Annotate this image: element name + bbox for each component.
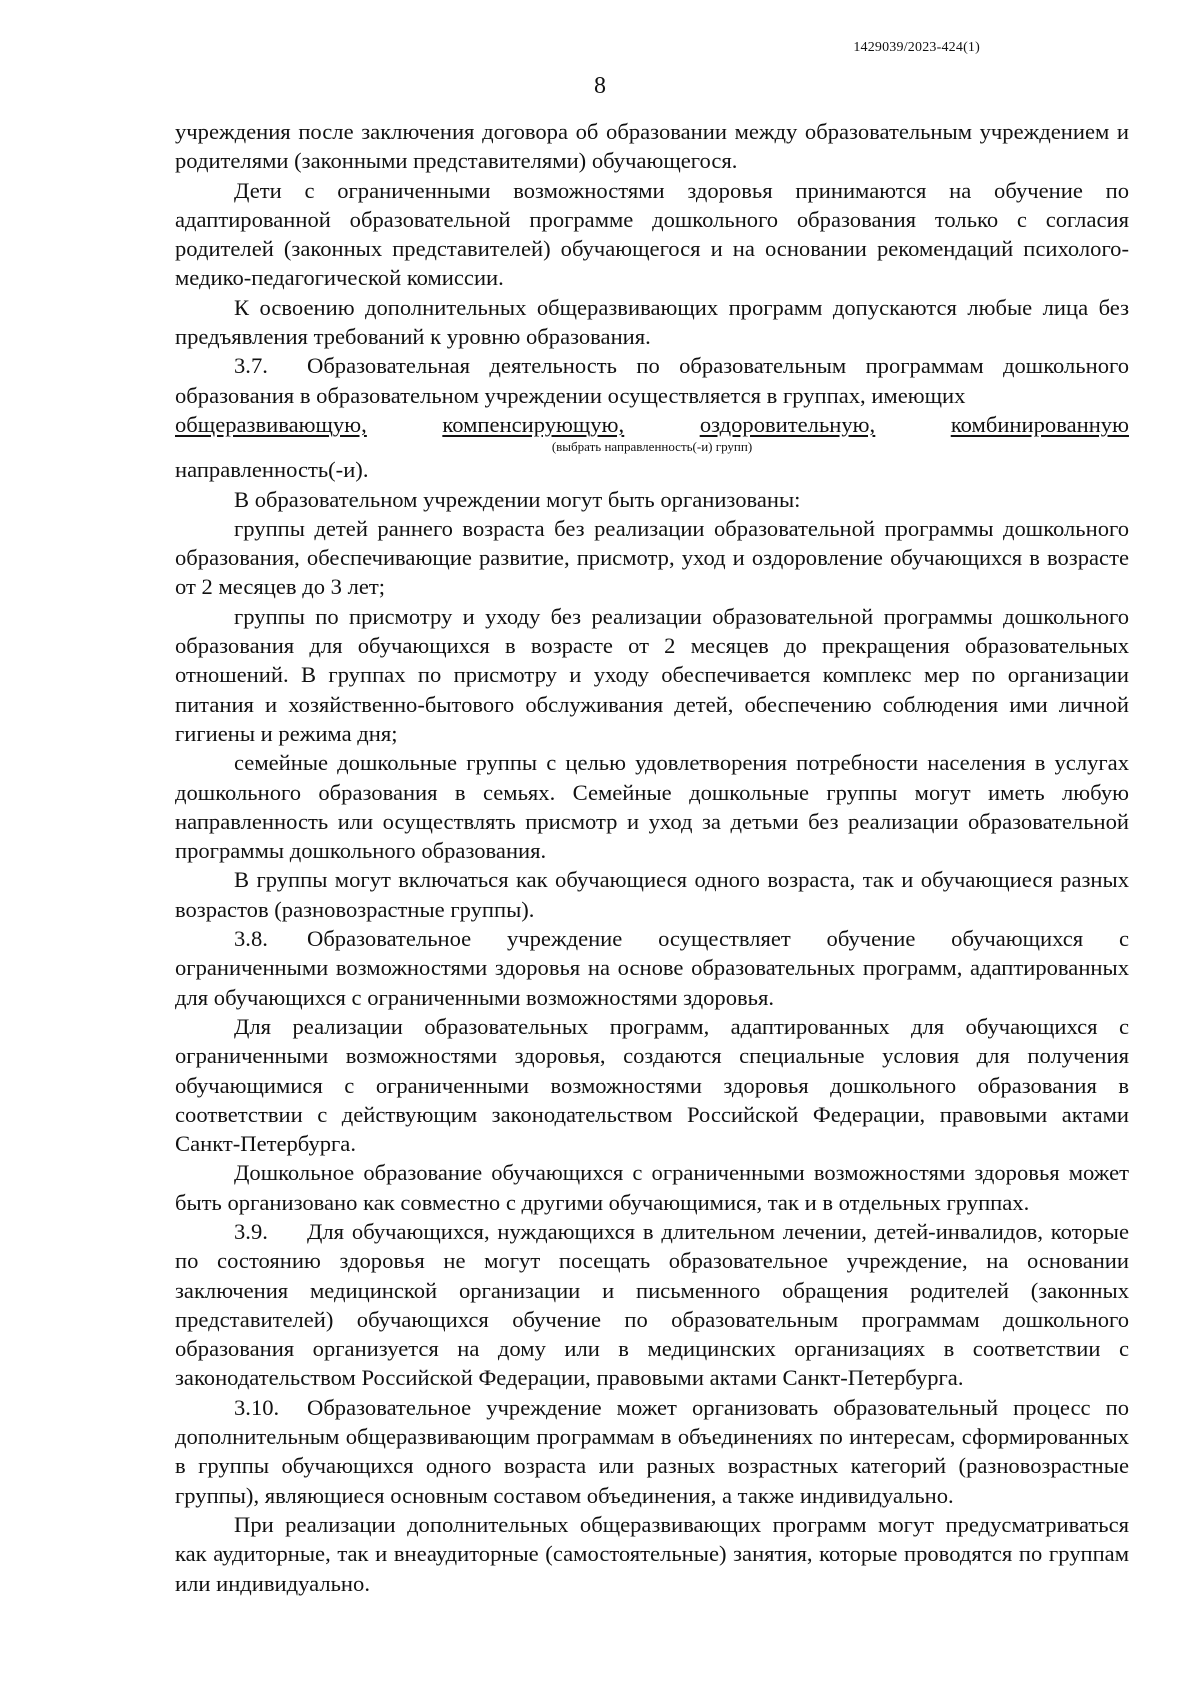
paragraph: К освоению дополнительных общеразвивающих программ допускаются любые лица без предъявления требований к уровню образования. <box>175 294 1129 350</box>
paragraph: Для реализации образовательных программ, адаптированных для обучающихся с ограниченными возможностями здоровья, создаются специальные условия для получения обучающимися с ограниченными возможностями здоровья дошкольного образования в соответствии с действующим законодательством Российской Федерации, правовыми актами Санкт-Петербурга. <box>175 1013 1129 1157</box>
section-number: 3.9. <box>234 1218 268 1244</box>
option-general: общеразвивающую, <box>175 411 367 437</box>
section-3-7 <box>175 351 1129 410</box>
paragraph: группы по присмотру и уходу без реализации образовательной программы дошкольного образования для обучающихся в возрасте от 2 месяцев до прекращения образовательных отношений. В группах по присмотру и уходу обеспечивается комплекс мер по организации питания и хозяйственно-бытового обслуживания детей, обеспечению соблюдения ими личной гигиены и режима дня; <box>175 603 1129 746</box>
document-body <box>175 117 1129 1598</box>
page-number: 8 <box>594 73 606 99</box>
paragraph: группы детей раннего возраста без реализации образовательной программы дошкольного образования, обеспечивающие развитие, присмотр, уход и оздоровление обучающихся в возрасте от 2 месяцев до 3 лет; <box>175 515 1129 600</box>
section-number: 3.7. <box>234 353 268 379</box>
section-text: Образовательное учреждение осуществляет обучение обучающихся с ограниченными возможностями здоровья на основе образовательных программ, адаптированных для обучающихся с ограниченными возможностями здоровья. <box>175 926 1129 1010</box>
section-number: 3.8. <box>234 926 268 952</box>
section-text: Для обучающихся, нуждающихся в длительном лечении, детей-инвалидов, которые по состоянию здоровья не могут посещать образовательное учреждение, на основании заключения медицинской организации и письменного обращения родителей (законных представителей) обучающихся обучение по образовательным программам дошкольного образования организуется на дому или в медицинских организациях в соответствии с законодательством Российской Федерации, правовыми актами Санкт-Петербурга. <box>175 1218 1129 1391</box>
section-text: Образовательное учреждение может организовать образовательный процесс по дополнительным общеразвивающим программам в объединениях по интересам, сформированных в группы обучающихся одного возраста или разных возрастных категорий (разновозрастные группы), являющиеся основным составом объединения, а также индивидуально. <box>175 1394 1129 1508</box>
section-3-8 <box>175 924 1129 1012</box>
document-id: 1429039/2023-424(1) <box>853 40 980 55</box>
group-orientation-options <box>175 410 1129 439</box>
section-text: Образовательная деятельность по образовательным программам дошкольного образования в образовательном учреждении осуществляется в группах, имеющих <box>175 353 1129 408</box>
paragraph: При реализации дополнительных общеразвивающих программ могут предусматриваться как аудиторные, так и внеаудиторные (самостоятельные) занятия, которые проводятся по группам или индивидуально. <box>175 1511 1129 1596</box>
paragraph: учреждения после заключения договора об образовании между образовательным учреждением и родителями (законными представителями) обучающегося. <box>175 119 1129 174</box>
option-health: оздоровительную, <box>699 411 876 437</box>
paragraph: Дети с ограниченными возможностями здоровья принимаются на обучение по адаптированной образовательной программе дошкольного образования только с согласия родителей (законных представителей) обучающегося и на основании рекомендаций психолого-медико-педагогической комиссии. <box>175 177 1129 291</box>
section-3-10 <box>175 1393 1129 1510</box>
option-combined: комбинированную <box>950 411 1129 437</box>
options-hint: (выбрать направленность(-и) групп) <box>551 439 753 455</box>
section-3-9 <box>175 1217 1129 1393</box>
paragraph: Дошкольное образование обучающихся с ограниченными возможностями здоровья может быть организовано как совместно с другими обучающимися, так и в отдельных группах. <box>175 1160 1129 1215</box>
option-compensating: компенсирующую, <box>442 411 625 437</box>
paragraph: В образовательном учреждении могут быть организованы: <box>234 486 801 512</box>
paragraph: направленность(-и). <box>175 457 369 483</box>
paragraph: семейные дошкольные группы с целью удовлетворения потребности населения в услугах дошкольного образования в семьях. Семейные дошкольные группы могут иметь любую направленность или осуществлять присмотр и уход за детьми без реализации образовательной программы дошкольного образования. <box>175 750 1129 864</box>
paragraph: В группы могут включаться как обучающиеся одного возраста, так и обучающиеся разных возрастов (разновозрастные группы). <box>175 867 1129 922</box>
section-number: 3.10. <box>234 1394 280 1420</box>
